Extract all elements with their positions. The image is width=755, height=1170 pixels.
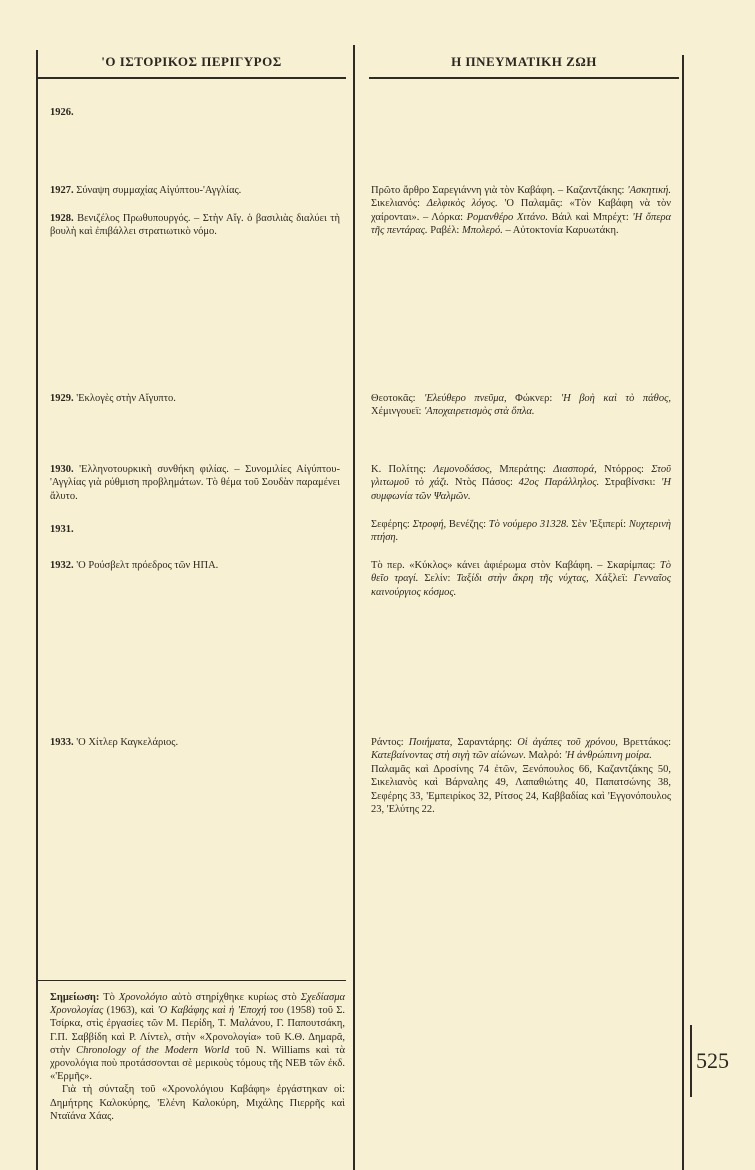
work-title: 'Η συμφωνία τῶν Ψαλμῶν. (371, 477, 671, 502)
note-title: 'Ο Καβάφης καὶ ἡ 'Εποχή του (157, 1005, 284, 1017)
work-title: 42ος Παράλληλος. (518, 477, 600, 489)
history-text: 'Ο Ρούσβελτ πρόεδρος τῶν ΗΠΑ. (76, 560, 219, 571)
year-label: 1929. (50, 393, 74, 404)
history-entry-1933 (50, 736, 340, 749)
work-title: Ποιήματα, (408, 737, 453, 748)
history-text: 'Εκλογὲς στὴν Αἴγυπτο. (76, 393, 176, 404)
work-title: Διασπορά, (553, 464, 597, 475)
work-title: Ταξίδι στὴν ἄκρη τῆς νύχτας, (456, 573, 589, 585)
culture-entry-1930 (371, 463, 671, 503)
work-title: Δελφικὸς λόγος. (426, 198, 498, 210)
year-label: 1928. (50, 213, 74, 224)
work-title: Μπολερό. (461, 225, 503, 237)
history-entry-1930 (50, 463, 340, 503)
culture-text: Μπεράτης: (492, 464, 554, 475)
poet-ages-text: Παλαμᾶς καὶ Δροσίνης 74 ἐτῶν, Ξενόπουλος 66, Καζαντζάκης 50, Σικελιανὸς καὶ Βάρναλης 49, Λαπαθιώτης 40, Παπατσώνης 38, Σεφέρης 33, 'Εμπειρίκος 32, Ρίτσος 24, Καββαδίας καὶ 'Εγγονόπουλος 23, 'Ελύτης 22. (371, 763, 671, 816)
culture-text: Σεφέρης: (371, 519, 413, 530)
right-column-rule (682, 55, 684, 1170)
culture-entry-1929 (371, 392, 671, 419)
work-title: 'Αποχαιρετισμὸς στὰ ὅπλα. (424, 406, 535, 418)
work-title: Τὸ νούμερο 31328. (488, 519, 569, 530)
culture-entry-1931 (371, 518, 671, 545)
culture-column-title: Η ΠΝΕΥΜΑΤΙΚΗ ΖΩΗ (369, 47, 679, 79)
note-label: Σημείωση: (50, 992, 100, 1003)
history-entry-1932 (50, 559, 340, 572)
work-title: Οἱ ἀγάπες τοῦ χρόνου, (517, 737, 618, 748)
culture-text: Θεοτοκᾶς: (371, 393, 425, 404)
page-number-text: 525 (696, 1048, 729, 1073)
source-note (50, 991, 345, 1123)
culture-text: Φώκνερ: (506, 393, 561, 404)
history-text: 'Ο Χίτλερ Καγκελάριος. (76, 737, 179, 748)
culture-text: Βάιλ καὶ Μπρέχτ: (548, 211, 633, 223)
culture-text: Σὲν 'Εξιπερί: (568, 519, 629, 530)
culture-text: Σαραντάρης: (452, 737, 518, 748)
culture-text: Βενέζης: (446, 519, 489, 530)
culture-text: 'Ο Παλαμᾶς: «Τὸν Καβάφη νὰ τὸν χαίρονται». – Λόρκα: (371, 198, 672, 223)
culture-entry-1933 (371, 736, 671, 816)
work-title: 'Η βοὴ καὶ τὸ πάθος, (560, 393, 671, 404)
work-title: 'Ασκητική. (627, 185, 671, 196)
history-column-title: 'Ο ΙΣΤΟΡΙΚΟΣ ΠΕΡΙΓΥΡΟΣ (37, 47, 346, 79)
work-title: Στοῦ γλιτωμοῦ τὸ χάζι. (371, 464, 672, 489)
culture-text: Ράντος: (371, 737, 409, 748)
history-entry-1929 (50, 392, 340, 405)
year-label: 1932. (50, 560, 74, 571)
history-text: Σύναψη συμμαχίας Αἰγύπτου-'Αγγλίας. (76, 185, 242, 196)
culture-text: Ραβέλ: (427, 225, 462, 237)
history-entry-1928 (50, 212, 340, 239)
note-title: Chronology of the Modern World (76, 1044, 230, 1056)
work-title: Λεμονοδάσος, (433, 464, 493, 475)
work-title: Νυχτερινὴ πτήση. (371, 519, 671, 544)
year-label: 1927. (50, 185, 74, 196)
culture-text: Κ. Πολίτης: (371, 464, 434, 475)
year-label: 1933. (50, 737, 74, 748)
year-label: 1926. (50, 107, 74, 118)
culture-text: Στραβίνσκι: (599, 477, 662, 489)
note-title: Σχεδίασμα Χρονολογίας (50, 992, 345, 1017)
work-title: 'Η ὄπερα τῆς πεντάρας. (371, 211, 672, 237)
history-entry-1926 (50, 106, 340, 119)
note-text: (1963), καὶ (103, 1005, 158, 1017)
work-title: 'Ελεύθερο πνεῦμα, (424, 393, 507, 404)
note-paragraph (50, 991, 345, 1083)
culture-text: Χάξλεϊ: (588, 573, 634, 585)
work-title: Στροφή, (412, 519, 447, 530)
culture-text: Μαλρό: (525, 750, 565, 762)
culture-entry-1932 (371, 559, 671, 599)
history-entry-1927 (50, 184, 340, 197)
note-text: τοῦ N. Williams καὶ τὰ χρονολόγια ποὺ προτάσσονται σὲ μερικοὺς τόμους τῆς ΝΕΒ τῶν ἐκδ. «'Ερμῆς». (50, 1044, 345, 1083)
culture-text: Βρεττάκος: (617, 737, 671, 748)
page-number (690, 1025, 733, 1097)
work-title: Κατεβαίνοντας στὴ σιγὴ τῶν αἰώνων. (371, 750, 526, 762)
history-text: 'Ελληνοτουρκικὴ συνθήκη φιλίας. – Συνομιλίες Αἰγύπτου-'Αγγλίας γιὰ ρύθμιση προβλημάτων. Τὸ θέμα τοῦ Σουδὰν παραμένει ἄλυτο. (50, 464, 341, 502)
center-column-rule (353, 45, 355, 1170)
work-title: Τὸ θεῖο τραγί. (371, 560, 671, 585)
work-title: 'Η ἀνθρώπινη μοίρα. (564, 750, 652, 762)
year-label: 1931. (50, 524, 74, 535)
note-title: Χρονολόγιο (118, 992, 168, 1003)
note-text: Τὸ (99, 992, 119, 1003)
culture-text: Σελίν: (418, 573, 457, 585)
culture-text: Ντόρρος: (596, 464, 652, 475)
history-entry-1931 (50, 523, 340, 536)
culture-text: Ντὸς Πάσος: (449, 477, 519, 489)
work-title: Ρομανθέρο Χιτάνο. (466, 211, 548, 223)
left-column-rule (36, 50, 38, 1170)
culture-text: Τὸ περ. «Κύκλος» κάνει ἀφιέρωμα στὸν Καβάφη. – Σκαρίμπας: (371, 560, 660, 571)
note-divider (37, 980, 346, 981)
culture-text: Σικελιανός: (371, 198, 427, 210)
note-credits: Γιὰ τὴ σύνταξη τοῦ «Χρονολόγιου Καβάφη» ἐργάστηκαν οἱ: Δημήτρης Καλοκύρης, 'Ελένη Καλοκύρη, Μιχάλης Πιερρῆς καὶ Νταϊάνα Χάας. (50, 1084, 345, 1122)
culture-entry-1928 (371, 184, 671, 238)
note-text: αὐτὸ στηρίχθηκε κυρίως στὸ (167, 992, 301, 1003)
culture-text: – Αὐτοκτονία Καρυωτάκη. (502, 225, 619, 237)
note-text: (1958) τοῦ Σ. Τσίρκα, στὶς ἐργασίες τῶν Μ. Περίδη, Τ. Μαλάνου, Γ. Παπουτσάκη, Γ.Π. Σαββίδη καὶ Ρ. Λίντελ, στὴν «Χρονολογία» τοῦ Κ.Θ. Δημαρᾶ, στὴν (50, 1005, 345, 1056)
history-text: Βενιζέλος Πρωθυπουργός. – Στὴν Αἴγ. ὁ βασιλιὰς διαλύει τὴ βουλὴ καὶ ἐπιβάλλει στρατιωτικὸ νόμο. (50, 213, 341, 238)
year-label: 1930. (50, 464, 74, 475)
work-title: Γενναῖος καινούργιος κόσμος. (371, 573, 672, 598)
culture-text: Χέμινγουεϊ: (371, 406, 425, 418)
culture-text: Πρῶτο ἄρθρο Σαρεγιάννη γιὰ τὸν Καβάφη. – Καζαντζάκης: (371, 185, 628, 196)
